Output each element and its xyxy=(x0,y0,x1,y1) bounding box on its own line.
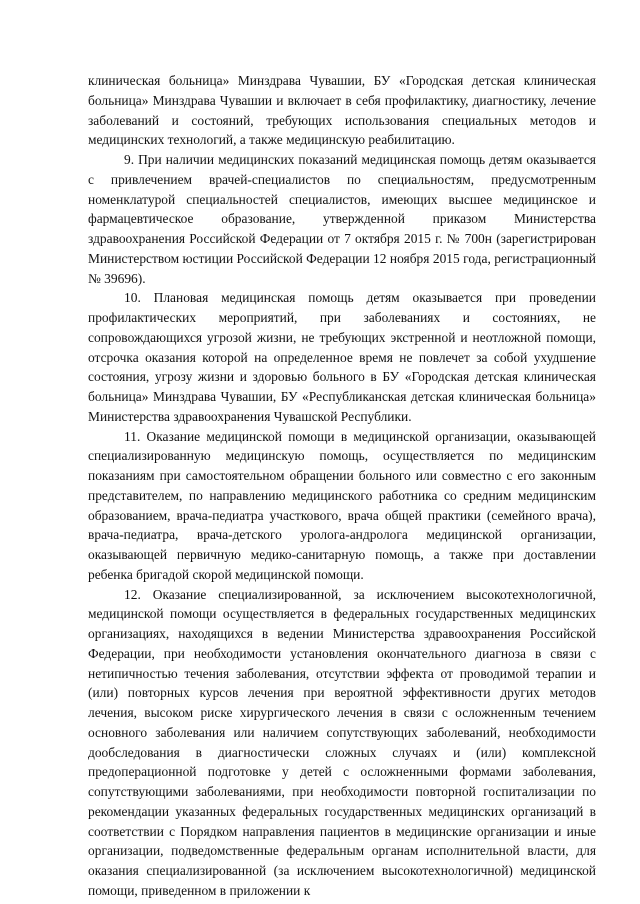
paragraph-12: 12. Оказание специализированной, за исключением высокотехнологичной, медицинской помощи осуществляется в федеральных государственных медицинских организациях, находящихся в ведении Министерства здравоохранения Российской Федерации, при необходимости установления окончательного диагноза в связи с нетипичностью течения заболевания, отсутствии эффекта от проводимой терапии и (или) повторных курсов лечения при вероятной эффективности других методов лечения, высоком риске хирургического лечения в связи с осложненным течением основного заболевания или наличием сопутствующих заболеваний, необходимости дообследования в диагностически сложных случаях и (или) комплексной предоперационной подготовке у детей с осложненными формами заболевания, сопутствующими заболеваниями, при необходимости повторной госпитализации по рекомендации указанных федеральных государственных медицинских организаций в соответствии с Порядком направления пациентов в медицинские организации и иные организации, подведомственные федеральным органам исполнительной власти, для оказания специализированной (за исключением высокотехнологичной) медицинской помощи, приведенном в приложении к xyxy=(88,586,596,898)
paragraph-continuation: клиническая больница» Минздрава Чувашии, БУ «Городская детская клиническая больница» Минздрава Чувашии и включает в себя профилактику, диагностику, лечение заболеваний и состояний, требующих использования специальных методов и медицинских технологий, а также медицинскую реабилитацию. xyxy=(88,73,596,148)
paragraph-9: 9. При наличии медицинских показаний медицинская помощь детям оказывается с привлечением врачей-специалистов по специальностям, предусмотренным номенклатурой специальностей специалистов, имеющих высшее медицинское и фармацевтическое образование, утвержденной приказом Министерства здравоохранения Российской Федерации от 7 октября 2015 г. № 700н (зарегистрирован Министерством юстиции Российской Федерации 12 ноября 2015 года, регистрационный № 39696). xyxy=(88,152,596,286)
document-page xyxy=(88,71,596,901)
paragraph-10: 10. Плановая медицинская помощь детям оказывается при проведении профилактических мероприятий, при заболеваниях и состояниях, не сопровождающихся угрозой жизни, не требующих экстренной и неотложной помощи, отсрочка оказания которой на определенное время не повлечет за собой ухудшение состояния, угрозу жизни и здоровью больного в БУ «Городская детская клиническая больница» Минздрава Чувашии, БУ «Республиканская детская клиническая больница» Министерства здравоохранения Чувашской Республики. xyxy=(88,290,596,424)
paragraph-11: 11. Оказание медицинской помощи в медицинской организации, оказывающей специализированную медицинскую помощь, осуществляется по медицинским показаниям при самостоятельном обращении больного или совместно с его законным представителем, по направлению медицинского работника со средним медицинским образованием, врача-педиатра участкового, врача общей практики (семейного врача), врача-педиатра, врача-детского уролога-андролога медицинской организации, оказывающей первичную медико-санитарную помощь, а также при доставлении ребенка бригадой скорой медицинской помощи. xyxy=(88,428,596,582)
